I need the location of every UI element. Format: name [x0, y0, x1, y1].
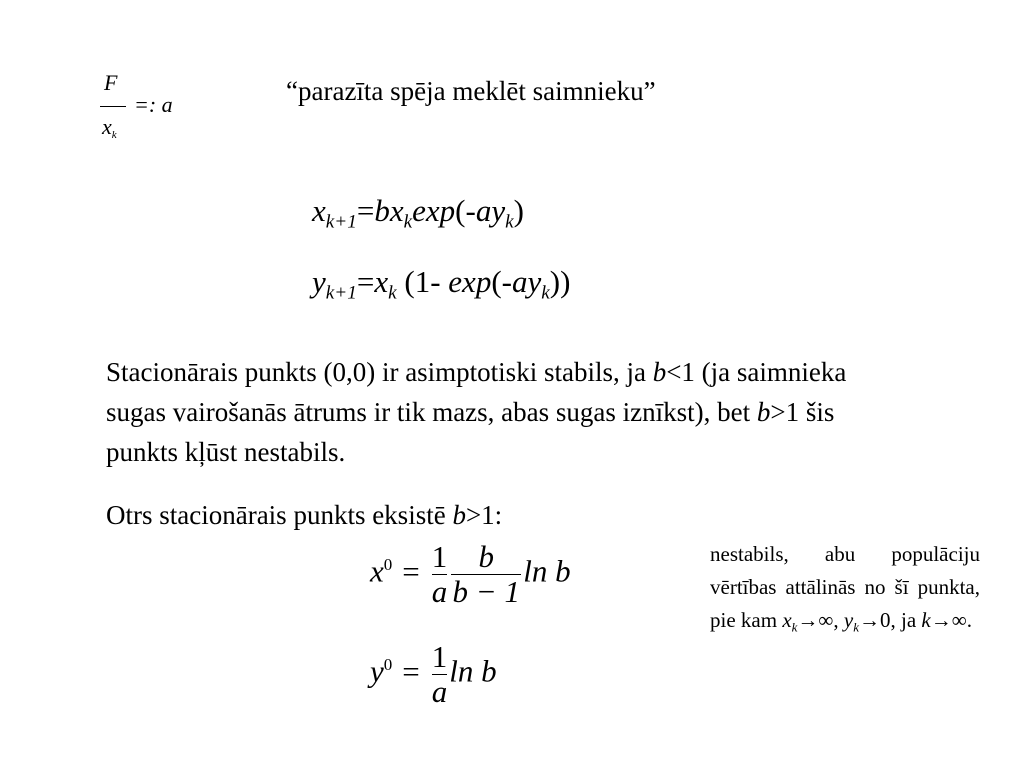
eq-y-open2: (- — [491, 264, 512, 299]
denominator-subscript: k — [111, 128, 117, 141]
eq-y-equals: = — [356, 264, 375, 299]
y0-sup: 0 — [383, 654, 393, 674]
eq-x-equals: = — [356, 193, 375, 228]
x0-fraction-2 — [451, 540, 521, 609]
eq-y-term1: x — [374, 264, 389, 299]
definition-numerator: F — [104, 70, 118, 95]
side-note-text: nestabils, abu populāciju vērtības attālinās no šī punkta, pie kam — [710, 542, 980, 632]
side-note-k: k — [921, 608, 931, 632]
side-note-y: y — [843, 608, 854, 632]
eq-x-open: (- — [455, 193, 476, 228]
y0-f1-numerator: 1 — [431, 639, 448, 674]
definition-fraction — [98, 70, 208, 160]
y0-ln-b: ln b — [449, 653, 497, 689]
eq-y-close: )) — [549, 264, 571, 299]
quote-text: “parazīta spēja meklēt saimnieku” — [286, 76, 656, 106]
x0-f1-denominator: a — [431, 574, 448, 610]
paragraph-second-point — [106, 495, 502, 535]
equation-x0 — [370, 540, 571, 609]
side-note — [710, 538, 980, 637]
para1-text-1: Stacionārais punkts (0,0) ir asimptotiski stabils, ja — [106, 357, 653, 387]
x0-equals: = — [402, 553, 420, 589]
x0-base: x — [370, 553, 384, 589]
side-note-x: x — [782, 608, 792, 632]
x0-f1-numerator: 1 — [431, 539, 448, 574]
eq-x-lhs-sub: k+1 — [325, 211, 357, 233]
side-note-y-sub: k — [853, 619, 860, 635]
denominator-base: x — [102, 114, 112, 139]
para2-text-2: >1: — [465, 500, 503, 530]
eq-x-exp: exp — [412, 193, 456, 228]
side-note-arrow-2: →0, ja — [859, 608, 922, 632]
equation-x-update — [312, 193, 524, 233]
para1-b-1: b — [652, 357, 667, 387]
definition-rhs: =: a — [134, 92, 173, 117]
eq-x-term1: bx — [374, 193, 404, 228]
definition-denominator — [102, 114, 117, 140]
para2-b: b — [452, 500, 466, 530]
side-note-x-sub: k — [791, 619, 798, 635]
eq-y-lhs: y — [312, 264, 326, 299]
paragraph-stability — [106, 352, 906, 472]
x0-f2-numerator: b — [478, 539, 495, 574]
eq-y-term5: ay — [511, 264, 542, 299]
side-note-arrow-1: →∞, — [797, 608, 844, 632]
y0-equals: = — [402, 653, 420, 689]
para2-text-1: Otrs stacionārais punkts eksistē — [106, 500, 453, 530]
x0-fraction-1 — [432, 540, 448, 609]
eq-x-lhs: x — [312, 193, 326, 228]
y0-fraction — [432, 640, 448, 709]
para1-b-2: b — [756, 397, 771, 427]
eq-y-term5-sub: k — [541, 282, 550, 304]
y0-base: y — [370, 653, 384, 689]
para1-text-3: >1 šis punkts kļūst nestabils. — [106, 397, 835, 467]
fraction-bar — [100, 106, 126, 107]
eq-y-lhs-sub: k+1 — [325, 282, 357, 304]
side-note-arrow-3: →∞. — [930, 608, 972, 632]
equation-y0 — [370, 640, 497, 709]
eq-x-close: ) — [513, 193, 524, 228]
x0-ln-b: ln b — [523, 553, 571, 589]
eq-y-term1-sub: k — [388, 282, 397, 304]
y0-f1-denominator: a — [431, 674, 448, 710]
para1-text-2: <1 (ja saimnieka sugas vairošanās ātrums ir tik mazs, abas sugas iznīkst), bet — [106, 357, 847, 427]
equation-y-update — [312, 264, 571, 304]
eq-x-term4-sub: k — [505, 211, 514, 233]
x0-sup: 0 — [383, 554, 393, 574]
eq-y-exp: exp — [448, 264, 492, 299]
eq-y-open: (1- — [396, 264, 449, 299]
eq-x-term1-sub: k — [403, 211, 413, 233]
x0-f2-denominator: b − 1 — [452, 574, 520, 610]
eq-x-term4: ay — [475, 193, 506, 228]
